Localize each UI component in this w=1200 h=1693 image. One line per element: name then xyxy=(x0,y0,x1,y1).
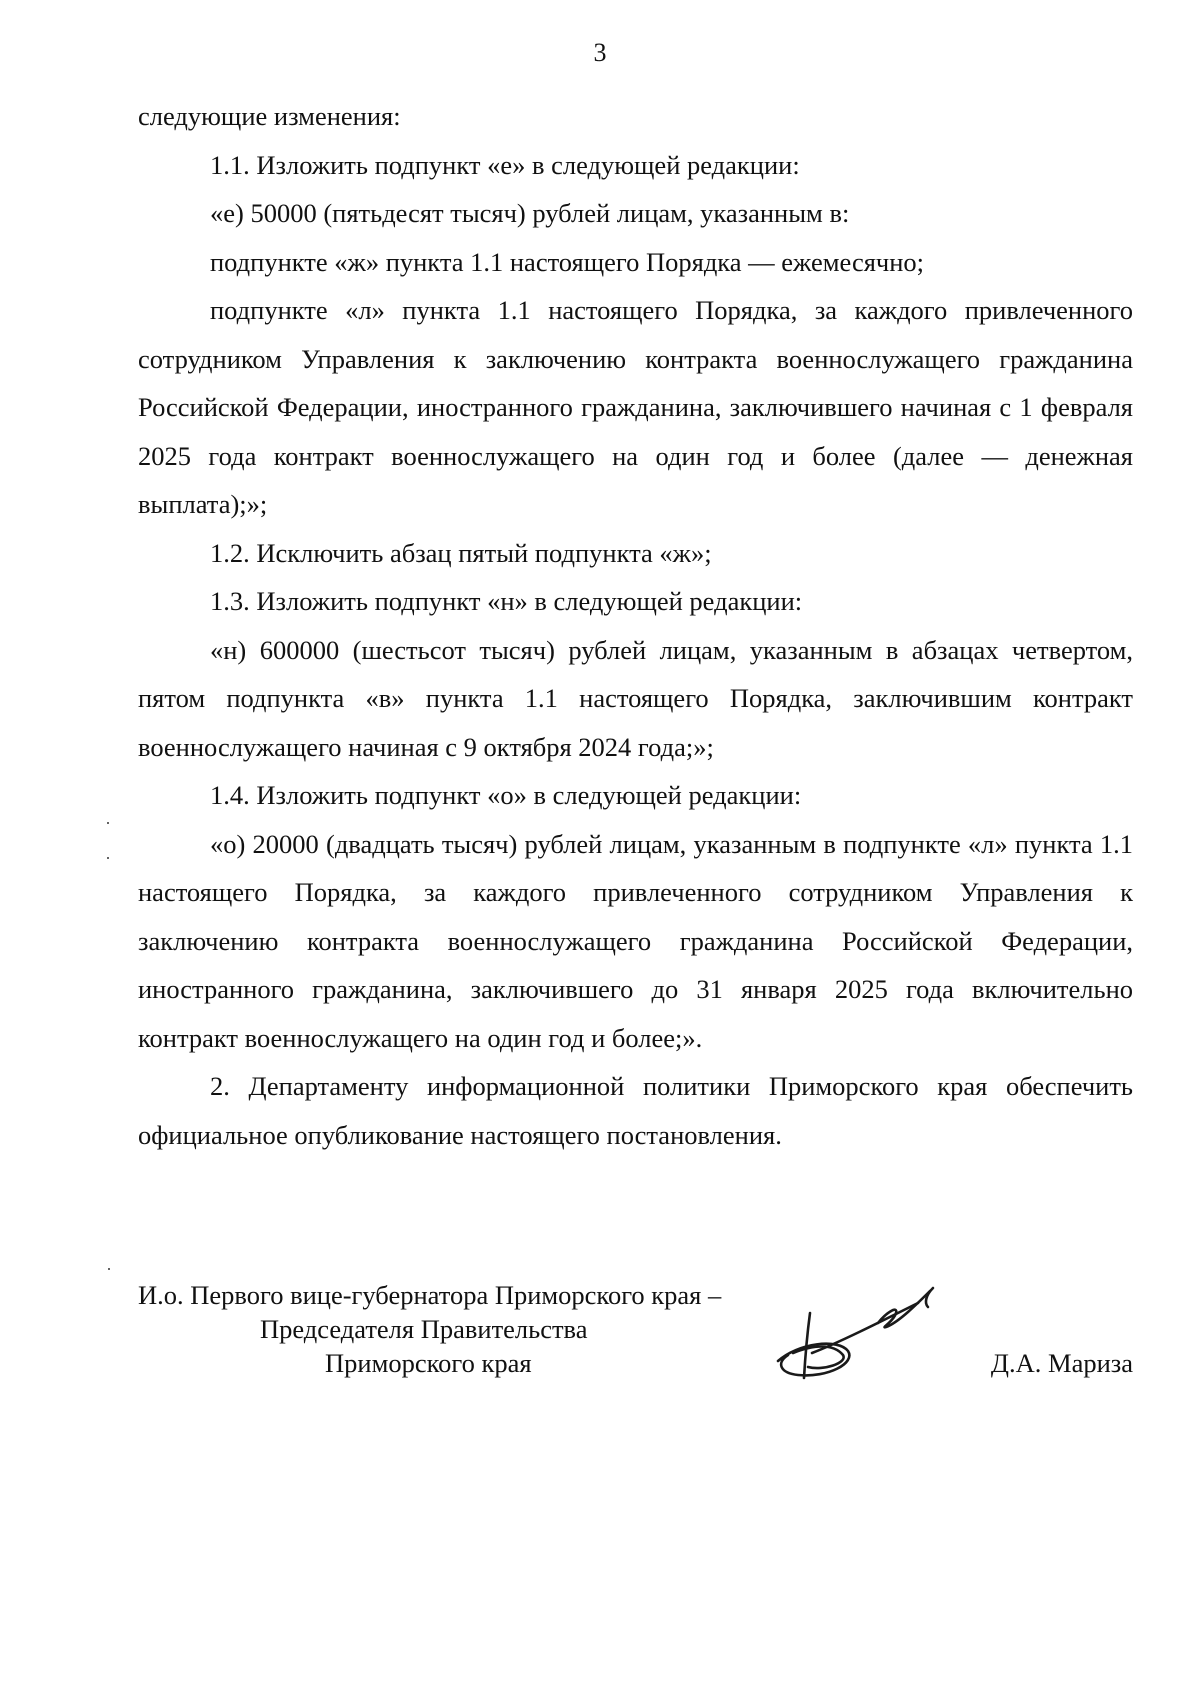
paragraph-e: «е) 50000 (пятьдесят тысяч) рублей лицам, указанным в: xyxy=(210,198,850,228)
paragraph-intro: следующие изменения: xyxy=(138,101,401,131)
paragraph-2: 2. Департаменту информационной политики Приморского края обеспечить официальное опубликование настоящего постановления. xyxy=(138,1071,1133,1150)
scan-artifact xyxy=(108,1268,110,1270)
handwritten-signature xyxy=(768,1283,968,1393)
paragraph-1-1: 1.1. Изложить подпункт «е» в следующей редакции: xyxy=(210,149,800,180)
scan-artifact xyxy=(107,822,109,824)
paragraph-1-4: 1.4. Изложить подпункт «о» в следующей редакции: xyxy=(210,780,802,810)
signatory-title-line-2: Председателя Правительства xyxy=(260,1314,588,1344)
paragraph-l: подпункте «л» пункта 1.1 настоящего Порядка, за каждого привлеченного сотрудником Управления к заключению контракта военнослужащего гражданина Российской Федерации, иностранного гражданина, заключившего начиная с 1 февраля 2025 года контракт военнослужащего на один год и более (далее — денежная выплата);»; xyxy=(138,295,1133,519)
paragraph-1-2: 1.2. Исключить абзац пятый подпункта «ж»; xyxy=(210,537,712,568)
signatory-name: Д.А. Мариза xyxy=(990,1348,1133,1378)
page-number: 3 xyxy=(593,38,607,67)
paragraph-zh: подпункте «ж» пункта 1.1 настоящего Порядка — ежемесячно; xyxy=(210,246,925,277)
paragraph-o: «о) 20000 (двадцать тысяч) рублей лицам, указанным в подпункте «л» пункта 1.1 настоящего Порядка, за каждого привлеченного сотрудником Управления к заключению контракта военнослужащего гражданина Российской Федерации, иностранного гражданина, заключившего до 31 января 2025 года включительно контракт военнослужащего на один год и более;». xyxy=(138,828,1133,1053)
scan-artifact xyxy=(107,857,109,859)
paragraph-n: «н) 600000 (шестьсот тысяч) рублей лицам, указанным в абзацах четвертом, пятом подпункта «в» пункта 1.1 настоящего Порядка, заключившим контракт военнослужащего начиная с 9 октября 2024 года;»; xyxy=(138,634,1133,762)
document-body xyxy=(138,92,1133,1159)
paragraph-1-3: 1.3. Изложить подпункт «н» в следующей редакции: xyxy=(210,586,803,616)
signature-block xyxy=(138,1278,1133,1380)
signatory-title-line-3: Приморского края xyxy=(325,1348,532,1378)
signatory-title-line-1: И.о. Первого вице-губернатора Приморского края – xyxy=(138,1280,722,1310)
